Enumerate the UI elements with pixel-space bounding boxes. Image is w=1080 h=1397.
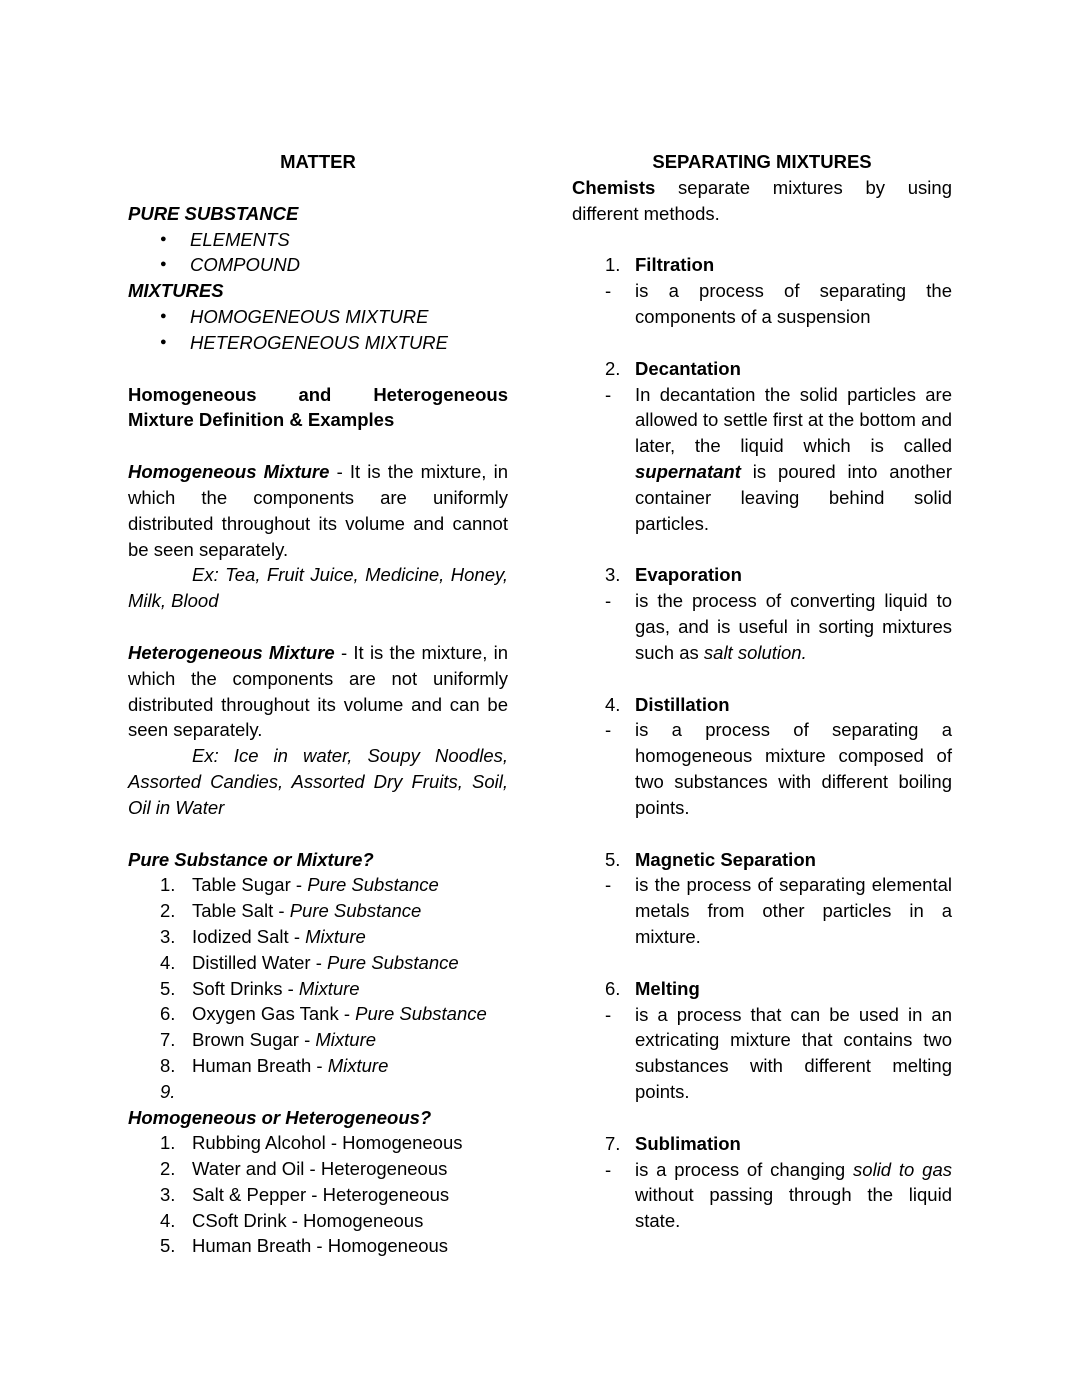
item-text: Rubbing Alcohol - Homogeneous: [192, 1132, 463, 1154]
method-number: 3.: [605, 564, 621, 586]
method-description-row: [572, 278, 952, 330]
outline-item-label: HETEROGENEOUS MIXTURE: [190, 331, 448, 353]
method-number: 5.: [605, 848, 621, 870]
item-number: 4.: [160, 1209, 176, 1231]
item-name: Distilled Water -: [192, 951, 328, 973]
item-name: Iodized Salt -: [192, 925, 306, 947]
method-filtration: [572, 252, 952, 329]
description-text: is a process of separating a homogeneous mixture composed of two substances with different boiling points.: [635, 719, 952, 818]
method-description: [635, 588, 952, 665]
item-answer: Mixture: [327, 1054, 389, 1076]
quiz-pure-or-mixture: [128, 847, 508, 1105]
item-number: 3.: [160, 1183, 176, 1205]
method-description: [635, 872, 952, 949]
method-number: 4.: [605, 693, 621, 715]
item-answer: Mixture: [305, 925, 366, 947]
outline-bullet-item: [128, 227, 508, 253]
method-magnetic-separation: [572, 847, 952, 950]
description-text: In decantation the solid particles are allowed to settle first at the bottom and later, the liquid which is called: [635, 383, 952, 457]
bullet-icon: ●: [160, 258, 167, 271]
description-text: is a process of changing: [635, 1158, 854, 1180]
outline-bullet-item: [128, 252, 508, 278]
item-text: [192, 950, 508, 976]
definitions-heading: [128, 382, 508, 434]
item-answer: Pure Substance: [307, 874, 439, 896]
dash-bullet: -: [605, 383, 612, 405]
outline-item-label: ELEMENTS: [190, 228, 290, 250]
method-description: [635, 717, 952, 820]
two-column-layout: [128, 149, 952, 1259]
item-text: CSoft Drink - Homogeneous: [192, 1209, 424, 1231]
item-number: 6.: [160, 1003, 176, 1025]
homogeneous-definition-text: - It is the mixture, in which the components are uniformly distributed throughout its volume and cannot be seen separately.: [128, 461, 508, 560]
item-number: 4.: [160, 951, 176, 973]
homogeneous-section: [128, 459, 508, 614]
outline-pure-substance-label: PURE SUBSTANCE: [128, 202, 299, 224]
item-number: 2.: [160, 1158, 176, 1180]
item-text: [192, 1001, 508, 1027]
description-text: is the process of separating elemental metals from other particles in a mixture.: [635, 874, 952, 947]
description-text: is poured into another container leaving behind solid particles.: [635, 460, 952, 534]
method-decantation: [572, 356, 952, 537]
method-description-row: [572, 872, 952, 949]
item-text: Salt & Pepper - Heterogeneous: [192, 1183, 450, 1205]
quiz-item: [128, 1027, 508, 1053]
term-heterogeneous-mixture: Heterogeneous Mixture: [128, 641, 335, 663]
outline-item-label: HOMOGENEOUS MIXTURE: [190, 305, 429, 327]
dash-bullet: -: [605, 719, 612, 741]
method-title-row: [572, 976, 952, 1002]
method-description-row: [572, 1157, 952, 1234]
method-title: Magnetic Separation: [635, 848, 816, 870]
item-number: 5.: [160, 1235, 176, 1257]
method-number: 1.: [605, 254, 621, 276]
description-emphasis: supernatant: [635, 460, 741, 482]
description-text: is a process that can be used in an extricating mixture that contains two substances with different melting points.: [635, 1003, 952, 1102]
item-name: Table Salt -: [192, 900, 290, 922]
description-emphasis: salt solution.: [703, 641, 807, 663]
dash-bullet: -: [605, 1158, 612, 1180]
term-homogeneous-mixture: Homogeneous Mixture: [128, 461, 330, 483]
method-title: Melting: [635, 977, 700, 999]
heterogeneous-definition-text: - It is the mixture, in which the components are not uniformly distributed throughout its volume and can be seen separately.: [128, 641, 508, 741]
item-number: 5.: [160, 977, 176, 999]
method-title-row: [572, 562, 952, 588]
item-text: [192, 1027, 508, 1053]
methods-list: [572, 252, 952, 1234]
method-number: 7.: [605, 1132, 621, 1154]
quiz-item: [128, 924, 508, 950]
item-text: [192, 976, 508, 1002]
item-answer: Mixture: [315, 1029, 377, 1051]
matter-heading: MATTER: [280, 151, 356, 172]
item-name: Brown Sugar -: [192, 1029, 316, 1051]
quiz-item: [128, 898, 508, 924]
quiz-item: [128, 1053, 508, 1079]
method-number: 2.: [605, 357, 621, 379]
outline-bullet-item: [128, 304, 508, 330]
item-text: Human Breath - Homogeneous: [192, 1235, 449, 1257]
quiz-homo-or-hetero: [128, 1105, 508, 1260]
item-number: 2.: [160, 900, 176, 922]
matter-outline: [128, 201, 508, 356]
description-text: is a process of separating the components of a suspension: [635, 280, 952, 327]
item-answer: Pure Substance: [327, 951, 459, 973]
item-number: 1.: [160, 874, 176, 896]
bullet-icon: ●: [160, 232, 167, 245]
item-text: [192, 1079, 508, 1105]
separating-mixtures-heading: SEPARATING MIXTURES: [652, 151, 872, 172]
heterogeneous-examples: Ex: Ice in water, Soupy Noodles, Assorted Candies, Assorted Dry Fruits, Soil, Oil in Water: [128, 745, 508, 818]
item-answer: Pure Substance: [289, 900, 422, 922]
item-text: Water and Oil - Heterogeneous: [192, 1158, 448, 1180]
method-number: 6.: [605, 977, 621, 999]
item-number: 1.: [160, 1132, 176, 1154]
item-text: [192, 872, 508, 898]
method-title: Evaporation: [635, 564, 742, 586]
quiz-item: [128, 1182, 508, 1208]
method-description-row: [572, 1002, 952, 1105]
bullet-icon: ●: [160, 335, 167, 348]
homogeneous-examples: Ex: Tea, Fruit Juice, Medicine, Honey, Milk, Blood: [128, 564, 508, 612]
quiz-heading: Homogeneous or Heterogeneous?: [128, 1106, 432, 1128]
quiz-item: [128, 1079, 508, 1105]
outline-bullet-item: [128, 330, 508, 356]
right-column: [572, 149, 952, 1259]
intro-paragraph: [572, 175, 952, 227]
quiz-heading: Pure Substance or Mixture?: [128, 848, 374, 870]
left-column: [128, 149, 508, 1259]
quiz-item: [128, 1130, 508, 1156]
heterogeneous-section: [128, 640, 508, 821]
quiz-item: [128, 976, 508, 1002]
item-number: 9.: [160, 1080, 176, 1102]
method-description: [635, 1157, 952, 1234]
item-number: 8.: [160, 1054, 176, 1076]
item-text: [192, 1053, 508, 1079]
quiz-item: [128, 1001, 508, 1027]
item-number: 3.: [160, 925, 176, 947]
method-title-row: [572, 847, 952, 873]
description-emphasis: solid to gas: [853, 1158, 952, 1180]
dash-bullet: -: [605, 280, 612, 302]
quiz-item: [128, 1233, 508, 1259]
method-title: Sublimation: [635, 1132, 741, 1154]
method-description: [635, 1002, 952, 1105]
method-title-row: [572, 1131, 952, 1157]
bullet-icon: ●: [160, 309, 167, 322]
dash-bullet: -: [605, 874, 612, 896]
intro-lead: Chemists: [572, 176, 656, 198]
description-text: without passing through the liquid state.: [635, 1184, 952, 1232]
item-text: [192, 924, 508, 950]
definitions-heading-line2: Mixture Definition & Examples: [128, 409, 395, 431]
intro-rest: separate mixtures by using different methods.: [572, 176, 952, 224]
method-evaporation: [572, 562, 952, 665]
item-name: Oxygen Gas Tank -: [192, 1003, 356, 1025]
method-title-row: [572, 356, 952, 382]
method-title-row: [572, 692, 952, 718]
method-title: Decantation: [635, 357, 741, 379]
homogeneous-definition: [128, 459, 508, 562]
method-sublimation: [572, 1131, 952, 1234]
quiz-item: [128, 1208, 508, 1234]
item-name: Soft Drinks -: [192, 977, 299, 999]
method-description-row: [572, 717, 952, 820]
item-number: 7.: [160, 1029, 176, 1051]
method-description: [635, 382, 952, 537]
dash-bullet: -: [605, 590, 612, 612]
method-title: Distillation: [635, 693, 730, 715]
method-description-row: [572, 588, 952, 665]
item-name: Table Sugar -: [192, 874, 308, 896]
method-distillation: [572, 692, 952, 821]
quiz-item: [128, 950, 508, 976]
method-melting: [572, 976, 952, 1105]
method-description: [635, 278, 952, 330]
definitions-heading-line1: Homogeneous and Heterogeneous: [128, 383, 508, 405]
method-description-row: [572, 382, 952, 537]
quiz-item: [128, 1156, 508, 1182]
description-text: is the process of converting liquid to gas, and is useful in sorting mixtures such as: [635, 590, 952, 663]
quiz-item: [128, 872, 508, 898]
item-text: [192, 898, 508, 924]
item-answer: Mixture: [298, 977, 360, 999]
heterogeneous-definition: [128, 640, 508, 743]
item-name: Human Breath -: [192, 1054, 328, 1076]
dash-bullet: -: [605, 1003, 612, 1025]
outline-item-label: COMPOUND: [190, 254, 300, 276]
outline-mixtures-label: MIXTURES: [128, 280, 224, 302]
method-title-row: [572, 252, 952, 278]
item-answer: Pure Substance: [355, 1003, 487, 1025]
method-title: Filtration: [635, 254, 715, 276]
